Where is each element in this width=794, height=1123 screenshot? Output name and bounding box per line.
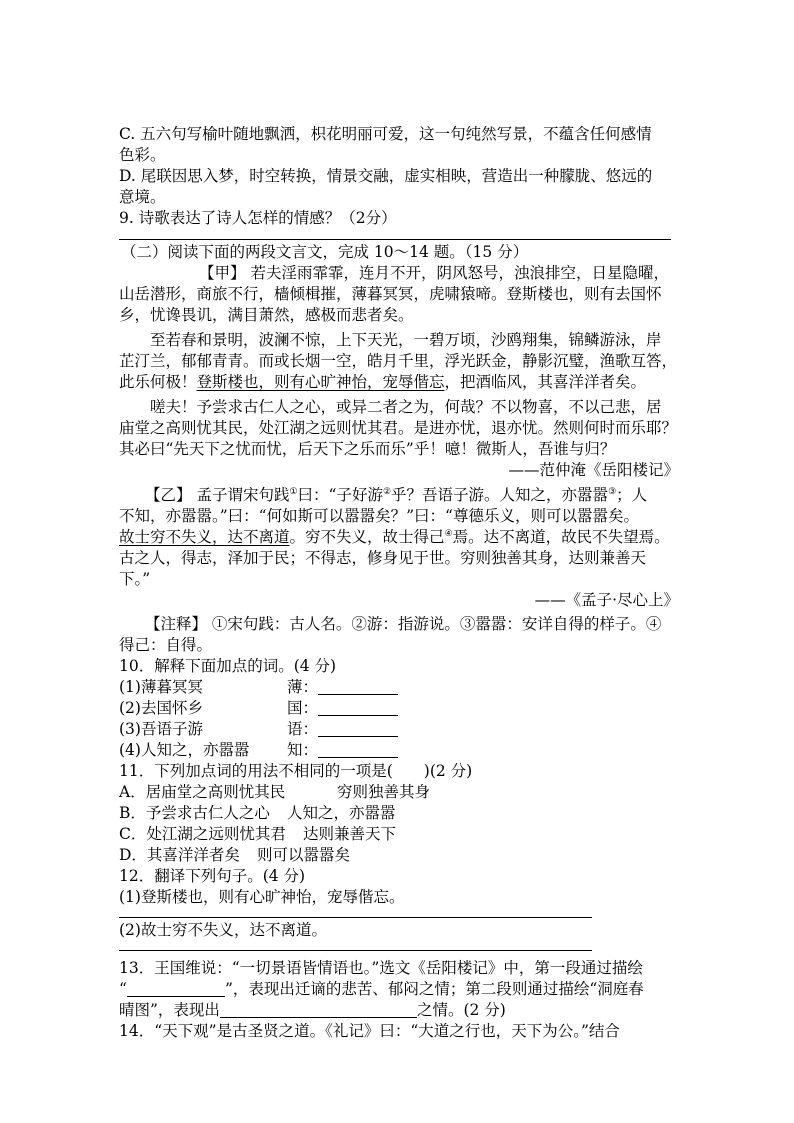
q10-blank-4[interactable] bbox=[318, 757, 398, 758]
q10-item-1: (1)薄暮冥冥 薄： bbox=[119, 677, 679, 698]
passage-jia-line1: 【甲】 若夫淫雨霏霏，连月不开，阴风怒号，浊浪排空，日星隐曜， bbox=[199, 264, 669, 282]
section2-heading: （二）阅读下面的两段文言文，完成 10～14 题。（15 分） bbox=[121, 243, 529, 261]
q10-blank-2[interactable] bbox=[318, 715, 398, 716]
passage-jia-p2-line1: 至若春和景明，波澜不惊，上下天光，一碧万顷，沙鸥翔集，锦鳞游泳，岸 bbox=[150, 331, 662, 349]
q8-option-d-line1: D. 尾联因思入梦，时空转换，情景交融，虚实相映，营造出一种朦胧、悠远的 bbox=[119, 167, 653, 185]
q11-option-b: B．予尝求古仁人之心 人知之，亦嚣嚣 bbox=[119, 804, 396, 822]
passage-yi-source: ——《孟子·尽心上》 bbox=[534, 591, 679, 609]
passage-yi-line5: 下。” bbox=[119, 570, 151, 588]
q11-title: 11．下列加点词的用法不相同的一项是( )(2 分) bbox=[119, 762, 473, 780]
q12-sentence-1: (1)登斯楼也，则有心旷神怡，宠辱偕忘。 bbox=[119, 888, 405, 906]
notes-line1: 【注释】 ①宋句践：古人名。②游：指游说。③嚣嚣：安详自得的样子。④ bbox=[145, 615, 662, 633]
passage-jia-label: 【甲】 bbox=[199, 264, 246, 282]
underlined-sentence-2: 故士穷不失义，达不离道 bbox=[119, 528, 290, 546]
passage-yi-line4: 古之人，得志，泽加于民；不得志，修身见于世。穷则独善其身，达则兼善天 bbox=[119, 549, 647, 567]
q10-blank-3[interactable] bbox=[318, 736, 398, 737]
q13-blank-2[interactable] bbox=[220, 1017, 417, 1018]
passage-jia-line2: 山岳潜形，商旅不行，樯倾楫摧，薄暮冥冥，虎啸猿啼。登斯楼也，则有去国怀 bbox=[119, 285, 662, 303]
passage-yi-line2: 不知，亦嚣嚣。”曰：“何如斯可以嚣嚣矣？”曰：“尊德乐义，则可以嚣嚣矣。 bbox=[119, 507, 639, 525]
passage-jia-source: ——范仲淹《岳阳楼记》 bbox=[508, 461, 679, 479]
q10-blank-1[interactable] bbox=[318, 694, 398, 695]
passage-jia-p2-line3: 此乐何极！登斯楼也，则有心旷神怡，宠辱偕忘，把酒临风，其喜洋洋者矣。 bbox=[119, 373, 647, 391]
q13-line1: 13．王国维说：“一切景语皆情语也。”选文《岳阳楼记》中，第一段通过描绘 bbox=[119, 959, 643, 977]
q11-option-d: D．其喜洋洋者矣 则可以嚣嚣矣 bbox=[119, 846, 351, 864]
q11-option-a: A．居庙堂之高则忧其民 穷则独善其身 bbox=[119, 783, 431, 801]
q8-option-c-line2: 色彩。 bbox=[119, 146, 166, 164]
q10-title: 10．解释下面加点的词。(4 分) bbox=[119, 657, 337, 675]
q13-line2: “ ”，表现出迁谪的悲苦、郁闷之情；第二段则通过描绘“洞庭春 bbox=[119, 980, 644, 998]
q12-sentence-2: (2)故士穷不失义，达不离道。 bbox=[119, 921, 327, 939]
passage-yi-line3: 故士穷不失义，达不离道。穷不失义，故士得己④焉。达不离道，故民不失望焉。 bbox=[119, 528, 670, 546]
passage-jia-p3-line1: 嗟夫！予尝求古仁人之心，或异二者之为，何哉？不以物喜，不以己悲，居 bbox=[150, 398, 662, 416]
q8-option-d-line2: 意境。 bbox=[119, 188, 166, 206]
notes-line2: 得己：自得。 bbox=[119, 636, 213, 654]
passage-jia-p3-line3: 其必曰“先天下之忧而忧，后天下之乐而乐”乎！噫！微斯人，吾谁与归？ bbox=[119, 440, 616, 458]
passage-jia-p2-line2: 芷汀兰，郁郁青青。而或长烟一空，皓月千里，浮光跃金，静影沉璧，渔歌互答， bbox=[119, 352, 678, 370]
q8-option-c-line1: C. 五六句写榆叶随地飘洒，枳花明丽可爱，这一句纯然写景，不蕴含任何感情 bbox=[119, 125, 652, 143]
q12-answer-line-2[interactable] bbox=[119, 950, 592, 951]
q10-item-2: (2)去国怀乡 国： bbox=[119, 698, 679, 719]
passage-jia-p3-line2: 庙堂之高则忧其民，处江湖之远则忧其君。是进亦忧，退亦忧。然则何时而乐耶？ bbox=[119, 419, 678, 437]
q12-answer-line-1[interactable] bbox=[119, 917, 592, 918]
passage-yi-label: 【乙】 bbox=[145, 486, 192, 504]
q14-line1: 14．“天下观”是古圣贤之道。《礼记》曰：“大道之行也，天下为公。”结合 bbox=[119, 1022, 620, 1040]
q9-question: 9. 诗歌表达了诗人怎样的情感？（2分） bbox=[119, 209, 397, 227]
passage-jia-line3: 乡，忧谗畏讥，满目萧然，感极而悲者矣。 bbox=[119, 306, 414, 324]
underlined-sentence-1: 登斯楼也，则有心旷神怡，宠辱偕忘 bbox=[196, 373, 445, 391]
q10-item-3: (3)吾语子游 语： bbox=[119, 719, 679, 740]
q10-item-4: (4)人知之，亦嚣嚣 知： bbox=[119, 740, 679, 761]
q11-option-c: C．处江湖之远则忧其君 达则兼善天下 bbox=[119, 825, 397, 843]
q13-line3: 晴图”，表现出 之情。(2 分) bbox=[119, 1001, 506, 1019]
q13-blank-1[interactable] bbox=[127, 996, 225, 997]
q12-title: 12．翻译下列句子。(4 分) bbox=[119, 867, 306, 885]
passage-yi-line1: 【乙】 孟子谓宋句践①曰：“子好游②乎？吾语子游。人知之，亦嚣嚣③；人 bbox=[145, 486, 648, 504]
q9-answer-line[interactable] bbox=[119, 239, 671, 240]
